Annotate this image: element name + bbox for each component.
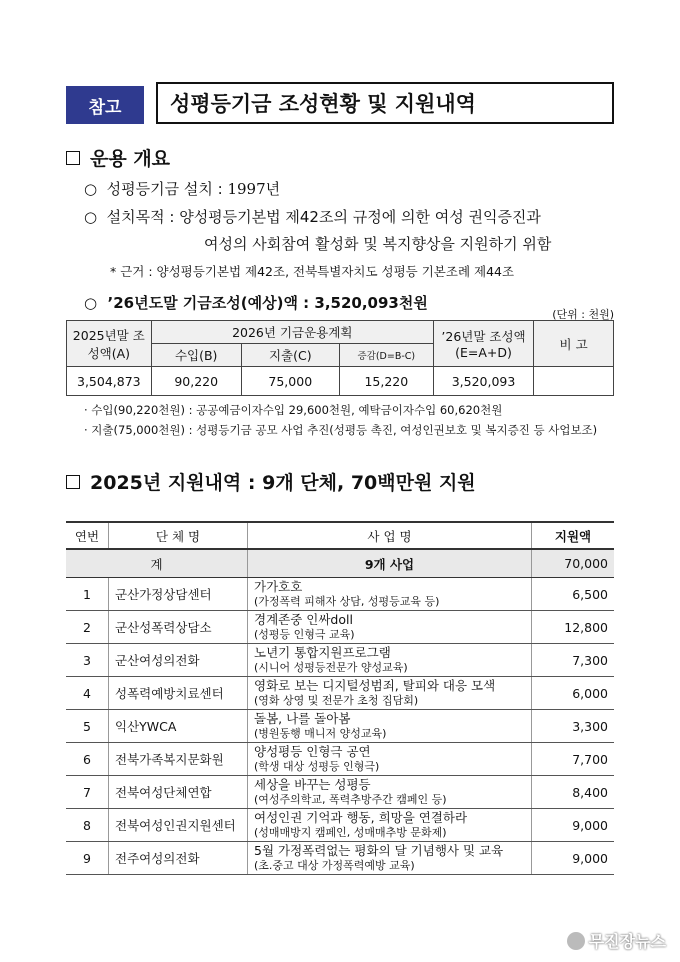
value-note <box>534 367 614 396</box>
row-biz <box>248 809 532 842</box>
logo-icon <box>567 932 585 950</box>
header-expense: 지출(C) <box>241 344 339 367</box>
value-2025: 3,504,873 <box>67 367 152 396</box>
col-header-no: 연번 <box>66 522 109 549</box>
table-row <box>66 809 614 842</box>
value-2026: 3,520,093 <box>433 367 533 396</box>
table-row <box>66 776 614 809</box>
row-org: 군산여성의전화 <box>109 644 248 677</box>
col-header-amt: 지원액 <box>532 522 615 549</box>
row-no: 3 <box>66 644 109 677</box>
circle-bullet-icon: ○ <box>84 208 98 226</box>
row-org: 군산성폭력상담소 <box>109 611 248 644</box>
purpose-text-1: 양성평등기본법 제42조의 규정에 의한 여성 권익증진과 <box>179 208 541 226</box>
row-no: 2 <box>66 611 109 644</box>
row-no: 5 <box>66 710 109 743</box>
row-amt: 6,000 <box>532 677 615 710</box>
row-biz-detail: (병원동행 매니저 양성교육) <box>254 727 387 740</box>
row-biz-detail: (성평등 인형극 교육) <box>254 628 355 641</box>
section-heading-overview <box>66 144 170 171</box>
watermark-text: 무진장뉴스 <box>588 932 666 951</box>
reference-tag: 참고 <box>66 86 144 124</box>
total-label: 계 <box>66 549 248 578</box>
row-biz-detail: (학생 대상 성평등 인형극) <box>254 760 380 773</box>
section-heading-support <box>66 468 476 495</box>
header-plan: 2026년 기금운용계획 <box>151 321 433 344</box>
unit-label: (단위 : 천원) <box>552 308 614 321</box>
support-table <box>66 521 614 875</box>
row-biz <box>248 677 532 710</box>
purpose-line-1 <box>84 206 541 227</box>
row-biz-title: 영화로 보는 디지털성범죄, 탈피와 대응 모색 <box>254 678 496 693</box>
row-org: 익산YWCA <box>109 710 248 743</box>
row-no: 8 <box>66 809 109 842</box>
fund-heading <box>84 292 428 313</box>
expense-note: · 지출(75,000천원) : 성평등기금 공모 사업 추진(성평등 촉진, 여성인권보호 및 복지증진 등 사업보조) <box>84 423 598 437</box>
row-biz <box>248 611 532 644</box>
row-org: 전북여성단체연합 <box>109 776 248 809</box>
row-amt: 6,500 <box>532 578 615 611</box>
income-note: · 수입(90,220천원) : 공공예금이자수입 29,600천원, 예탁금이자수입 60,620천원 <box>84 403 503 417</box>
row-biz-title: 여성인권 기억과 행동, 희망을 연결하라 <box>254 810 468 825</box>
circle-bullet-icon: ○ <box>84 294 98 312</box>
row-biz-title: 5월 가정폭력없는 평화의 달 기념행사 및 교육 <box>254 843 504 858</box>
value-expense: 75,000 <box>241 367 339 396</box>
row-amt: 7,700 <box>532 743 615 776</box>
header-2025 <box>67 321 152 367</box>
row-biz <box>248 644 532 677</box>
row-biz-detail: (초.중고 대상 가정폭력예방 교육) <box>254 859 415 872</box>
row-amt: 12,800 <box>532 611 615 644</box>
row-biz-detail: (여성주의학교, 폭력추방주간 캠페인 등) <box>254 793 447 806</box>
value-income: 90,220 <box>151 367 241 396</box>
row-amt: 9,000 <box>532 842 615 875</box>
row-biz-title: 세상을 바꾸는 성평등 <box>254 777 371 792</box>
table-row <box>66 611 614 644</box>
total-biz: 9개 사업 <box>248 549 532 578</box>
row-no: 7 <box>66 776 109 809</box>
row-no: 6 <box>66 743 109 776</box>
header-2025-text: 2025년말 조성액(A) <box>72 327 145 361</box>
square-bullet-icon <box>66 475 80 489</box>
purpose-label: 설치목적 : <box>106 208 180 226</box>
established-value: 1997년 <box>227 180 281 198</box>
section-heading-text: 2025년 지원내역 : 9개 단체, 70백만원 지원 <box>90 472 476 494</box>
watermark <box>567 929 666 952</box>
row-org: 전북여성인권지원센터 <box>109 809 248 842</box>
row-no: 4 <box>66 677 109 710</box>
row-biz-title: 노년기 통합지원프로그램 <box>254 645 391 660</box>
row-no: 9 <box>66 842 109 875</box>
legal-basis: * 근거 : 양성평등기본법 제42조, 전북특별자치도 성평등 기본조례 제44조 <box>110 264 515 279</box>
header-2026-text: ’26년말 조성액(E=A+D) <box>441 329 526 360</box>
row-no: 1 <box>66 578 109 611</box>
row-amt: 9,000 <box>532 809 615 842</box>
circle-bullet-icon: ○ <box>84 180 98 198</box>
table-row <box>66 644 614 677</box>
row-org: 전북가족복지문화원 <box>109 743 248 776</box>
row-biz-detail: (가정폭력 피해자 상담, 성평등교육 등) <box>254 595 440 608</box>
row-biz-title: 가가호호 <box>254 579 303 594</box>
header-2026 <box>433 321 533 367</box>
row-biz <box>248 743 532 776</box>
row-biz-title: 돌봄, 나를 돌아봄 <box>254 711 351 726</box>
header-note: 비 고 <box>534 321 614 367</box>
fund-heading-text: ’26년도말 기금조성(예상)액 : 3,520,093천원 <box>107 294 428 312</box>
row-amt: 7,300 <box>532 644 615 677</box>
header-change: 증감(D=B-C) <box>339 344 433 367</box>
section-heading-text: 운용 개요 <box>90 148 171 170</box>
row-biz <box>248 776 532 809</box>
row-org: 군산가정상담센터 <box>109 578 248 611</box>
row-amt: 8,400 <box>532 776 615 809</box>
total-amt: 70,000 <box>532 549 615 578</box>
col-header-biz: 사 업 명 <box>248 522 532 549</box>
purpose-text-2: 여성의 사회참여 활성화 및 복지향상을 지원하기 위함 <box>204 235 552 253</box>
table-row <box>66 710 614 743</box>
page-title <box>156 82 614 124</box>
row-org: 성폭력예방치료센터 <box>109 677 248 710</box>
established-line <box>84 178 280 199</box>
row-biz <box>248 710 532 743</box>
row-org: 전주여성의전화 <box>109 842 248 875</box>
table-row <box>66 677 614 710</box>
square-bullet-icon <box>66 151 80 165</box>
row-biz-detail: (영화 상영 및 전문가 초청 집담회) <box>254 694 419 707</box>
table-row <box>66 743 614 776</box>
row-biz-title: 양성평등 인형극 공연 <box>254 744 371 759</box>
row-biz <box>248 578 532 611</box>
page-title-text: 성평등기금 조성현황 및 지원내역 <box>170 92 476 116</box>
row-biz <box>248 842 532 875</box>
established-label: 성평등기금 설치 : <box>106 180 228 198</box>
col-header-org: 단 체 명 <box>109 522 248 549</box>
row-amt: 3,300 <box>532 710 615 743</box>
value-change: 15,220 <box>339 367 433 396</box>
row-biz-title: 경계존중 인싸doll <box>254 612 353 627</box>
fund-table <box>66 320 614 396</box>
table-row <box>66 842 614 875</box>
header-income: 수입(B) <box>151 344 241 367</box>
row-biz-detail: (성매매방지 캠페인, 성매매추방 문화제) <box>254 826 447 839</box>
row-biz-detail: (시니어 성평등전문가 양성교육) <box>254 661 408 674</box>
table-row <box>66 578 614 611</box>
